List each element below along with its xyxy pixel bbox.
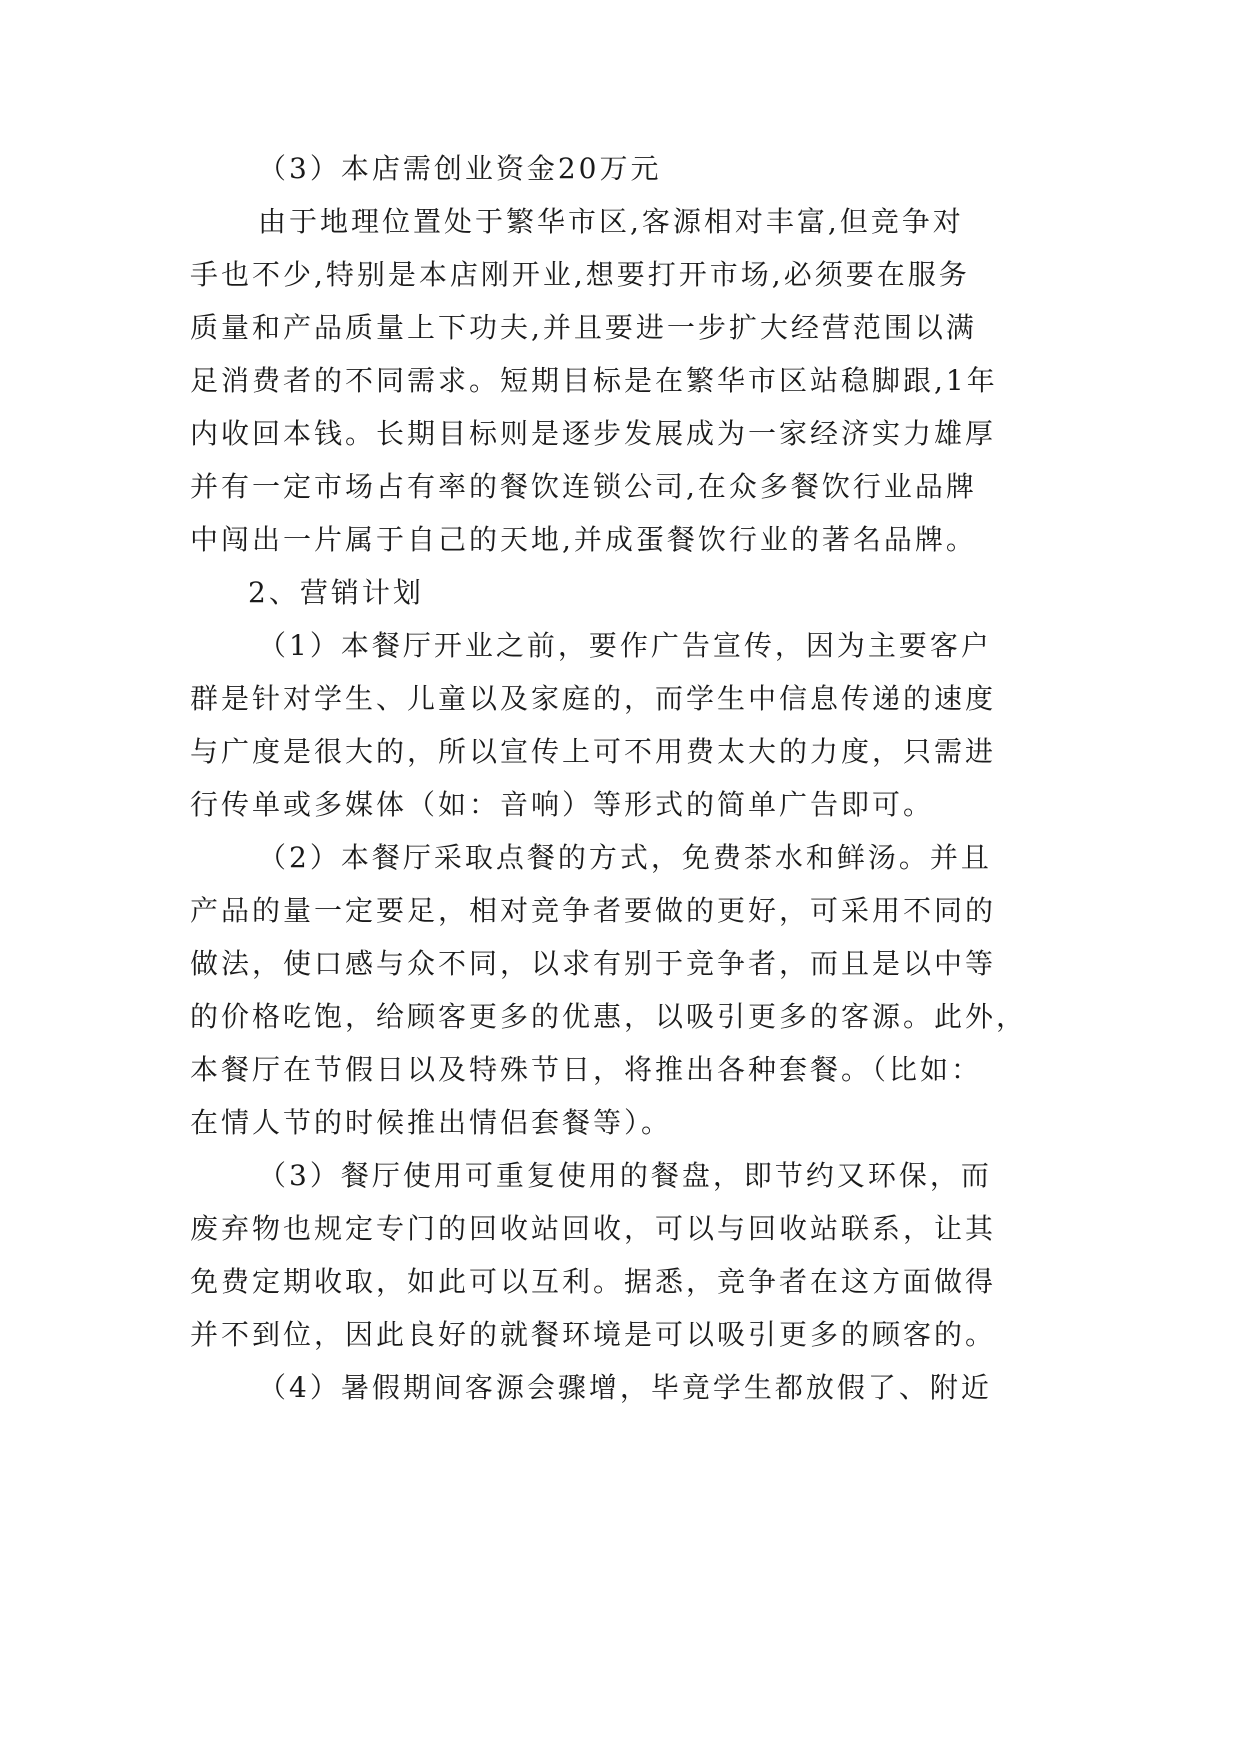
paragraph-marketing-2-line-3: 做法，使口感与众不同，以求有别于竞争者，而且是以中等 <box>190 947 997 980</box>
paragraph-goals-line-4: 足消费者的不同需求。短期目标是在繁华市区站稳脚跟,1年 <box>190 364 998 397</box>
paragraph-goals-line-7: 中闯出一片属于自己的天地,并成蛋餐饮行业的著名品牌。 <box>190 523 977 556</box>
paragraph-marketing-1-line-4: 行传单或多媒体（如：音响）等形式的简单广告即可。 <box>190 788 935 821</box>
paragraph-marketing-2-line-4: 的价格吃饱，给顾客更多的优惠，以吸引更多的客源。此外， <box>190 1000 1028 1033</box>
paragraph-goals-line-1: 由于地理位置处于繁华市区,客源相对丰富,但竞争对 <box>258 205 964 238</box>
paragraph-goals-line-3: 质量和产品质量上下功夫,并且要进一步扩大经营范围以满 <box>190 311 977 344</box>
paragraph-marketing-4-line-1: （4）暑假期间客源会骤增，毕竟学生都放假了、附近 <box>258 1371 992 1404</box>
paragraph-goals-line-6: 并有一定市场占有率的餐饮连锁公司,在众多餐饮行业品牌 <box>190 470 977 503</box>
paragraph-goals-line-5: 内收回本钱。长期目标则是逐步发展成为一家经济实力雄厚 <box>190 417 997 450</box>
paragraph-marketing-3-line-3: 免费定期收取，如此可以互利。据悉，竞争者在这方面做得 <box>190 1265 997 1298</box>
paragraph-goals-line-2: 手也不少,特别是本店刚开业,想要打开市场,必须要在服务 <box>190 258 970 291</box>
paragraph-marketing-2-line-5: 本餐厅在节假日以及特殊节日，将推出各种套餐。（比如： <box>190 1053 983 1086</box>
paragraph-marketing-3-line-1: （3）餐厅使用可重复使用的餐盘，即节约又环保，而 <box>258 1159 992 1192</box>
paragraph-marketing-1-line-3: 与广度是很大的，所以宣传上可不用费太大的力度，只需进 <box>190 735 997 768</box>
paragraph-marketing-3-line-4: 并不到位，因此良好的就餐环境是可以吸引更多的顾客的。 <box>190 1318 997 1351</box>
paragraph-marketing-1-line-1: （1）本餐厅开业之前，要作广告宣传，因为主要客户 <box>258 629 992 662</box>
paragraph-marketing-3-line-2: 废弃物也规定专门的回收站回收，可以与回收站联系，让其 <box>190 1212 997 1245</box>
section-heading-marketing: 2、营销计划 <box>248 576 424 609</box>
paragraph-marketing-2-line-6: 在情人节的时候推出情侣套餐等）。 <box>190 1106 673 1139</box>
paragraph-marketing-2-line-2: 产品的量一定要足，相对竞争者要做的更好，可采用不同的 <box>190 894 997 927</box>
paragraph-funding-line: （3）本店需创业资金20万元 <box>258 152 662 185</box>
paragraph-marketing-2-line-1: （2）本餐厅采取点餐的方式，免费茶水和鲜汤。并且 <box>258 841 992 874</box>
paragraph-marketing-1-line-2: 群是针对学生、儿童以及家庭的，而学生中信息传递的速度 <box>190 682 997 715</box>
